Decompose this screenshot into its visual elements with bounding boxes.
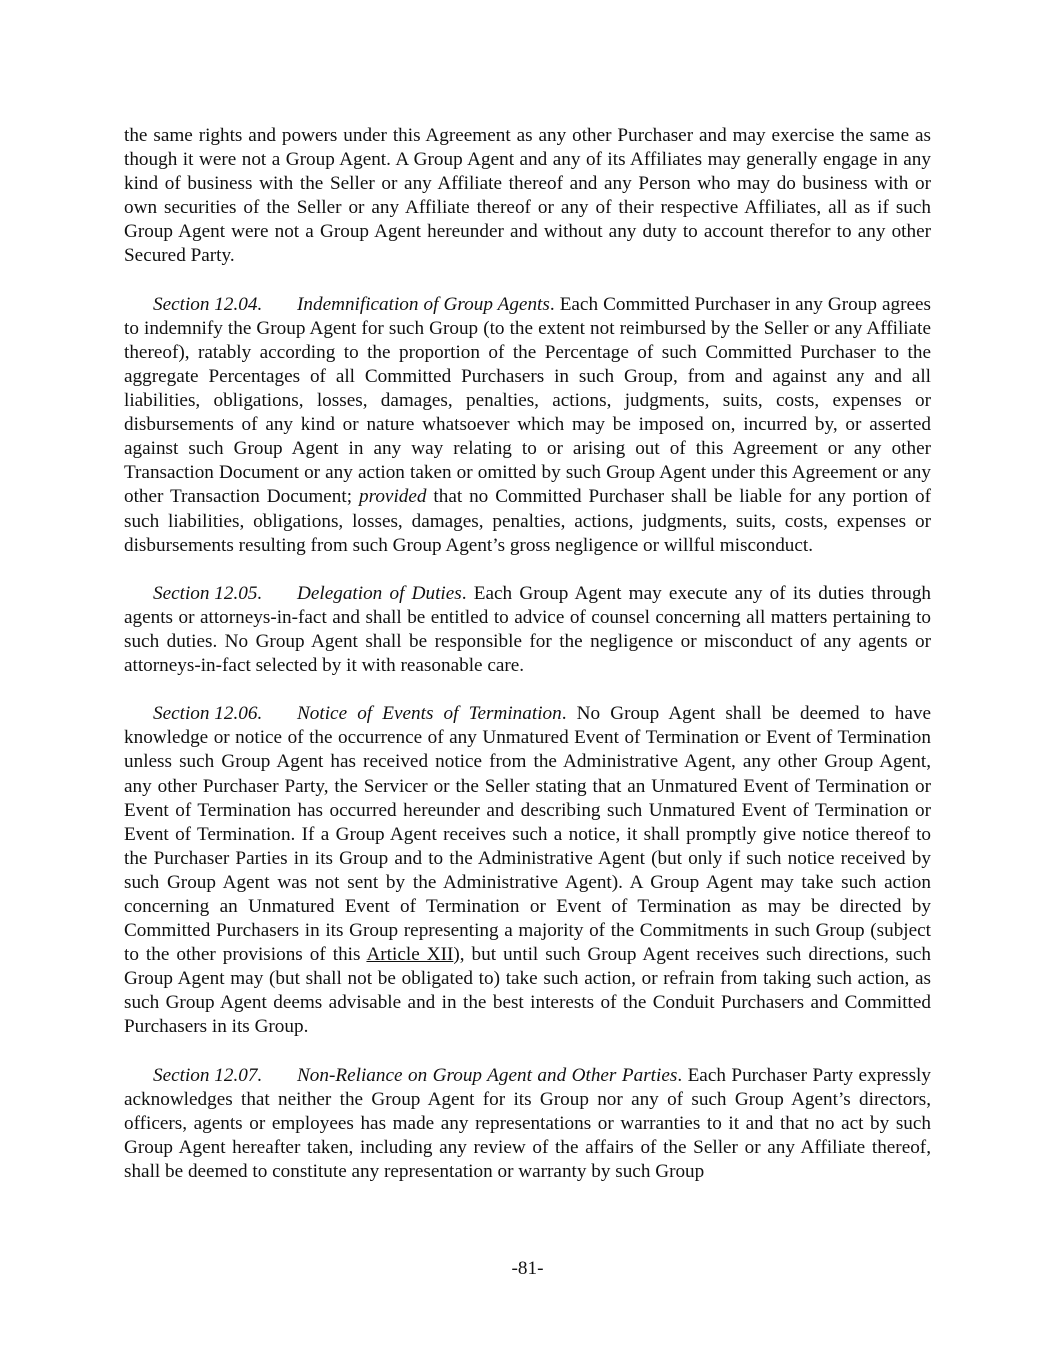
paragraph-continuation [124, 124, 931, 269]
paragraph-text: the same rights and powers under this Agreement as any other Purchaser and may exercise the same as though it were not a Group Agent. A Group Agent and any of its Affiliates may generally engage in any kind of business with the Seller or any Affiliate thereof and any Person who may do business with or own securities of the Seller or any Affiliate thereof or any of their respective Affiliates, all as if such Group Agent were not a Group Agent hereunder and without any duty to account therefor to any other Secured Party. [124, 125, 931, 267]
section-number: Section 12.07. [153, 1064, 263, 1086]
section-number: Section 12.04. [153, 293, 263, 315]
article-xii-reference: Article XII [366, 944, 454, 966]
section-body-continued: that no Committed Purchaser shall be liable for any portion of such liabilities, obligations, losses, damages, penalties, actions, judgments, suits, costs, expenses or disbursements resulting from such Group Agent’s gross negligence or willful misconduct. [124, 486, 931, 556]
page-number: -81- [511, 1258, 544, 1279]
section-number: Section 12.06. [153, 703, 263, 725]
section-number: Section 12.05. [153, 582, 263, 604]
section-title: Notice of Events of Termination [297, 703, 562, 725]
section-12-06 [124, 702, 931, 1039]
section-title: Indemnification of Group Agents [297, 293, 550, 315]
section-title: Delegation of Duties [297, 582, 462, 604]
section-12-05 [124, 582, 931, 678]
section-body: . Each Purchaser Party expressly acknowledges that neither the Group Agent for its Group nor any of such Group Agent’s directors, officers, agents or employees has made any representations or warranties to it and that no act by such Group Agent hereafter taken, including any review of the affairs of the Seller or any Affiliate thereof, shall be deemed to constitute any representation or warranty by such Group [124, 1064, 931, 1183]
section-body: . Each Group Agent may execute any of its duties through agents or attorneys-in-fact and shall be entitled to advice of counsel concerning all matters pertaining to such duties. No Group Agent shall be responsible for the negligence or misconduct of any agents or attorneys-in-fact selected by it with reasonable care. [124, 582, 932, 677]
section-12-07 [124, 1064, 931, 1184]
section-body: . Each Committed Purchaser in any Group agrees to indemnify the Group Agent for such Group (to the extent not reimbursed by the Seller or any Affiliate thereof), ratably according to the proportion of the Percentage of such Committed Purchaser to the aggregate Percentages of all Committed Purchasers in such Group, from and against any and all liabilities, obligations, losses, damages, penalties, actions, judgments, suits, costs, expenses or disbursements of any kind or nature whatsoever which may be imposed on, incurred by, or asserted against such Group Agent in any way relating to or arising out of this Agreement or any other Transaction Document or any action taken or omitted by such Group Agent under this Agreement or any other Transaction Document; [124, 293, 931, 508]
section-title: Non-Reliance on Group Agent and Other Parties [297, 1064, 678, 1086]
section-12-04 [124, 293, 931, 558]
emphasis-provided: provided [358, 486, 427, 508]
section-body-continued: ), but until such Group Agent receives such directions, such Group Agent may (but shall not be obligated to) take such action, or refrain from taking such action, as such Group Agent deems advisable and in the best interests of the Conduit Purchasers and Committed Purchasers in its Group. [124, 944, 931, 1038]
section-body: . No Group Agent shall be deemed to have knowledge or notice of the occurrence of any Unmatured Event of Termination or Event of Termination unless such Group Agent has received notice from the Administrative Agent, any other Group Agent, any other Purchaser Party, the Servicer or the Seller stating that an Unmatured Event of Termination or Event of Termination has occurred hereunder and describing such Unmatured Event of Termination or Event of Termination. If a Group Agent receives such a notice, it shall promptly give notice thereof to the Purchaser Parties in its Group and to the Administrative Agent (but only if such notice received by such Group Agent was not sent by the Administrative Agent). A Group Agent may take such action concerning an Unmatured Event of Termination or Event of Termination as may be directed by Committed Purchasers in its Group representing a majority of the Commitments in such Group (subject to the other provisions of this [124, 703, 932, 966]
document-page [124, 124, 931, 1208]
